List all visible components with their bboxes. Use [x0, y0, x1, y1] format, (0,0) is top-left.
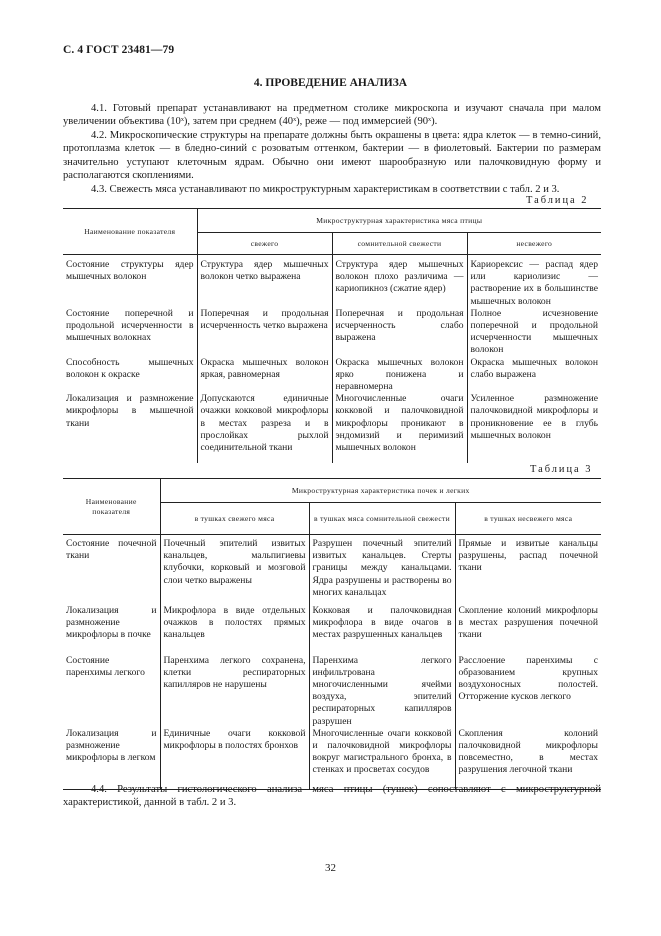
table3-r1-name: Состояние почечной ткани — [66, 538, 157, 562]
table-row — [63, 308, 601, 357]
table3-name-header: Наименование показателя — [63, 479, 160, 535]
table3-r3-c1: Паренхима легкого сохранена, клетки респираторных капилляров не нарушены — [160, 655, 309, 728]
page-header: С. 4 ГОСТ 23481—79 — [63, 44, 175, 56]
table2-r1-c3: Кариорексис — распад ядер или кариолизис — растворение их в большинстве мышечных волокон — [467, 255, 601, 308]
table3-r4-c1: Единичные очаги кокковой микрофлоры в полостях бронхов — [160, 728, 309, 790]
table3-r4-name: Локализация и размножение микрофлоры в легком — [66, 727, 157, 764]
table3-r4-c2: Многочисленные очаги кокковой и палочковидной микрофлоры вокруг магистрального бронха, в стенках и просветах сосудов — [309, 728, 455, 790]
table2-r3-c1: Окраска мышечных волокон яркая, равномерная — [197, 357, 332, 394]
table-3 — [63, 478, 601, 790]
table2-caption: Таблица 2 — [526, 195, 589, 206]
table3-group-header: Микроструктурная характеристика почек и легких — [160, 479, 601, 503]
table-row — [63, 728, 601, 790]
table-2 — [63, 208, 601, 463]
paragraph-4-3: 4.3. Свежесть мяса устанавливают по микроструктурным характеристикам в соответствии с табл. 2 и 3. — [91, 184, 560, 195]
table2-group-header: Микроструктурная характеристика мяса птицы — [197, 209, 601, 233]
table3-r1-c1: Почечный эпителий извитых канальцев, мальпигиевы клубочки, корковый и мозговой слои четко выражены — [160, 535, 309, 605]
table2-r3-c3: Окраска мышечных волокон слабо выражена — [467, 357, 601, 394]
table-row — [63, 655, 601, 728]
table3-r4-c3: Скопления колоний палочковидной микрофлоры повсеместно, в местах разрушения легочной ткани — [455, 728, 601, 790]
paragraph-4-4: 4.4. Результаты гистологического анализа мяса птицы (тушек) сопоставляют с микроструктурной характеристикой, данной в табл. 2 и 3. — [63, 784, 601, 809]
table3-r3-c3: Расслоение паренхимы с образованием крупных воздухоносных полостей. Отторжение кусков легкого — [455, 655, 601, 728]
table2-r1-c1: Структура ядер мышечных волокон четко выражена — [197, 255, 332, 308]
table2-col-stale: несвежего — [467, 233, 601, 255]
table3-caption: Таблица 3 — [530, 464, 593, 475]
table2-r3-c2: Окраска мышечных волокон ярко понижена и неравномерна — [332, 357, 467, 394]
table2-name-header: Наименование показателя — [63, 209, 197, 255]
table3-r1-c3: Прямые и извитые канальцы разрушены, распад почечной ткани — [455, 535, 601, 605]
table2-r3-name: Способность мышечных волокон к окраске — [66, 356, 194, 380]
paragraph-4-2: 4.2. Микроскопические структуры на препарате должны быть окрашены в цвета: ядра клеток — в темно-синий, протоплазма клеток — в бледно-синий с розоватым оттенком, бактерии — в фиолетовый. Бактерии по размерам значительно уступают клеточным ядрам. Обычно они имеют шарообразную или палочковидную форму и располагаются скоплениями. — [63, 130, 601, 182]
table-row — [63, 605, 601, 655]
table3-r3-c2: Паренхима легкого инфильтрована многочисленными ячейми воздуха, эпителий респираторных капилляров разрушен — [309, 655, 455, 728]
table2-r2-c2: Поперечная и продольная исчерченность слабо выражена — [332, 308, 467, 357]
table2-r4-c2: Многочисленные очаги кокковой и палочковидной микрофлоры проникают в эндомизий и перимизий мышечных волокон — [332, 393, 467, 463]
table3-col-fresh: в тушках свежего мяса — [160, 503, 309, 535]
paragraph-4-1: 4.1. Готовый препарат устанавливают на предметном столике микроскопа и изучают сначала при малом увеличении объектива (10ˣ), затем при среднем (40ˣ), реже — под иммерсией (90ˣ). — [63, 103, 601, 128]
table2-r4-name: Локализация и размножение микрофлоры в мышечной ткани — [66, 393, 194, 429]
table3-r1-c2: Разрушен почечный эпителий извитых канальцев. Стерты границы между канальцами. Ядра разрушены и растворены во многих канальцах — [309, 535, 455, 605]
table2-col-doubtful: сомнительной свежести — [332, 233, 467, 255]
table-row — [63, 357, 601, 394]
table3-r2-name: Локализация и размножение микрофлоры в почке — [66, 604, 157, 640]
section-title: 4. ПРОВЕДЕНИЕ АНАЛИЗА — [253, 77, 408, 89]
table-row — [63, 255, 601, 308]
table2-r1-name: Состояние структуры ядер мышечных волокон — [66, 259, 194, 283]
table3-r2-c3: Скопление колоний микрофлоры в местах разрушения почечной ткани — [455, 605, 601, 655]
table3-col-stale: в тушках несвежего мяса — [455, 503, 601, 535]
table2-col-fresh: свежего — [197, 233, 332, 255]
page-number: 32 — [325, 862, 336, 874]
table3-col-doubtful: в тушках мяса сомнительной свежести — [309, 503, 455, 535]
table2-r4-c3: Усиленное размножение палочковидной микрофлоры и проникновение ее в глубь мышечных волокон — [467, 393, 601, 463]
table2-r2-c1: Поперечная и продольная исчерченность четко выражена — [197, 308, 332, 357]
table2-r2-name: Состояние поперечной и продольной исчерченности в мышечных волокнах — [66, 307, 194, 344]
table3-r2-c2: Кокковая и палочковидная микрофлора в виде очагов в местах разрушенных канальцев — [309, 605, 455, 655]
table-row — [63, 393, 601, 463]
table2-r2-c3: Полное исчезновение поперечной и продольной исчерченности мышечных волокон — [467, 308, 601, 357]
table3-r3-name: Состояние паренхимы легкого — [66, 654, 145, 678]
table3-r2-c1: Микрофлора в виде отдельных очажков в полостях прямых канальцев — [160, 605, 309, 655]
table-row — [63, 535, 601, 605]
table2-r1-c2: Структура ядер мышечных волокон плохо различима — кариопикноз (сжатие ядер) — [332, 255, 467, 308]
table2-r4-c1: Допускаются единичные очажки кокковой микрофлоры в местах разреза и в прослойках рыхлой соединительной ткани — [197, 393, 332, 463]
